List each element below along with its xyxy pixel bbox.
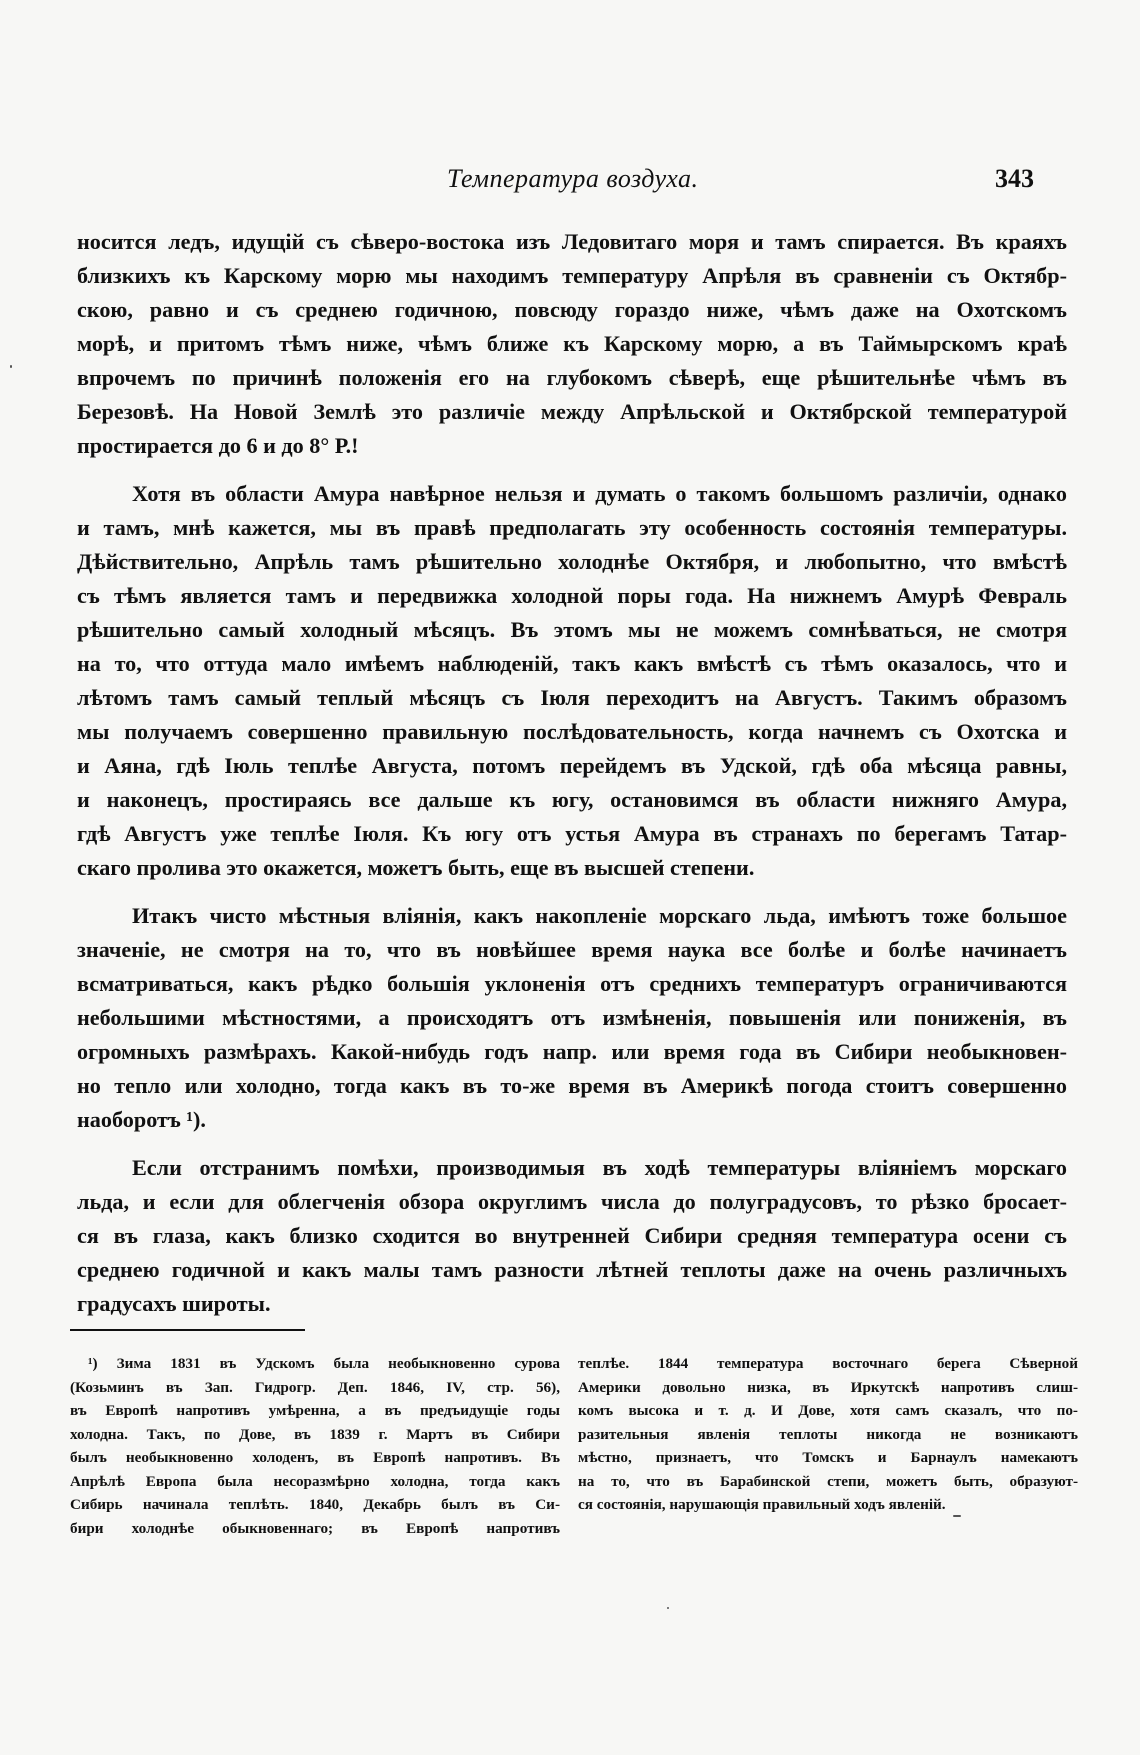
text-line: Хотя въ области Амура навѣрное нельзя и думать о такомъ большомъ различіи, однако bbox=[132, 481, 1067, 506]
footnote-line: Америки довольно низка, въ Иркутскѣ напротивъ слиш- bbox=[578, 1378, 1078, 1396]
text-line: Если отстранимъ помѣхи, производимыя въ ходѣ температуры вліяніемъ морскаго bbox=[132, 1155, 1067, 1180]
footnote-line: былъ необыкновенно холоденъ, въ Европѣ напротивъ. Въ bbox=[70, 1449, 560, 1466]
text-line: огромныхъ размѣрахъ. Какой-нибудь годъ напр. или время года въ Сибири необыкновен- bbox=[77, 1039, 1067, 1064]
text-line: всматриваться, какъ рѣдко большія уклоненія отъ среднихъ температуръ ограничиваются bbox=[77, 971, 1067, 996]
text-line: носится ледъ, идущій съ сѣверо-востока изъ Ледовитаго моря и тамъ спирается. Въ краяхъ bbox=[77, 229, 1067, 254]
text-line: морѣ, и притомъ тѣмъ ниже, чѣмъ ближе къ Карскому морю, а въ Таймырскомъ краѣ bbox=[77, 331, 1067, 356]
text-line: градусахъ широты. bbox=[77, 1291, 271, 1316]
text-line: но тепло или холодно, тогда какъ въ то-же время въ Америкѣ погода стоитъ совершенно bbox=[77, 1073, 1067, 1098]
scan-speck bbox=[953, 1515, 961, 1517]
footnote-line: холодна. Такъ, по Дове, въ 1839 г. Мартъ въ Сибири bbox=[70, 1425, 560, 1443]
paragraph-1 bbox=[77, 225, 1067, 463]
text-line: близкихъ къ Карскому морю мы находимъ температуру Апрѣля въ сравненіи съ Октябр- bbox=[77, 263, 1067, 288]
scan-speck bbox=[667, 1607, 669, 1609]
footnote-line: комъ высока и т. д. И Дове, хотя самъ сказалъ, что по- bbox=[578, 1402, 1078, 1419]
text-line: ся въ глаза, какъ близко сходится во внутренней Сибири средняя температура осени съ bbox=[77, 1223, 1067, 1248]
text-line: Итакъ чисто мѣстныя вліянія, какъ накопленіе морскаго льда, имѣютъ тоже большое bbox=[132, 903, 1067, 928]
text-line: Березовѣ. На Новой Землѣ это различіе между Апрѣльской и Октябрской температурой bbox=[77, 399, 1067, 424]
footnote-line: разительныя явленія теплоты никогда не возникаютъ bbox=[578, 1425, 1078, 1443]
footnote-line: теплѣе. 1844 температура восточнаго берега Сѣверной bbox=[578, 1355, 1078, 1372]
text-line: гдѣ Августъ уже теплѣе Іюля. Къ югу отъ устья Амура въ странахъ по берегамъ Татар- bbox=[77, 821, 1067, 846]
text-line: Дѣйствительно, Апрѣль тамъ рѣшительно холоднѣе Октября, и любопытно, что вмѣстѣ bbox=[77, 549, 1067, 574]
footnote-column-right bbox=[578, 1352, 1078, 1517]
running-title: Температура воздуха. bbox=[447, 164, 699, 193]
scan-speck bbox=[10, 365, 12, 368]
footnote-column-left bbox=[70, 1352, 560, 1540]
text-line: лѣтомъ тамъ самый теплый мѣсяцъ съ Іюля переходитъ на Августъ. Такимъ образомъ bbox=[77, 685, 1067, 710]
text-line: скаго пролива это окажется, можетъ быть, еще въ высшей степени. bbox=[77, 855, 755, 880]
text-line: и наконецъ, простираясь все дальше къ югу, остановимся въ области нижняго Амура, bbox=[77, 787, 1067, 812]
text-line: и Аяна, гдѣ Іюль теплѣе Августа, потомъ перейдемъ въ Удской, гдѣ оба мѣсяца равны, bbox=[77, 753, 1067, 778]
paragraph-2 bbox=[77, 477, 1067, 885]
text-line: небольшими мѣстностями, а происходятъ отъ измѣненія, повышенія или пониженія, въ bbox=[77, 1005, 1067, 1030]
footnote-line: бири холоднѣе обыкновеннаго; въ Европѣ напротивъ bbox=[70, 1519, 560, 1537]
footnote-line: на то, что въ Барабинской степи, можетъ быть, образуют- bbox=[578, 1472, 1078, 1490]
footnote-line: Сибирь начинала теплѣть. 1840, Декабрь былъ въ Си- bbox=[70, 1496, 560, 1513]
text-line: мы получаемъ совершенно правильную послѣдовательность, когда начнемъ съ Охотска и bbox=[77, 719, 1067, 744]
footnote-line: (Козьминъ въ Зап. Гидрогр. Деп. 1846, IV, стр. 56), bbox=[70, 1378, 560, 1396]
page-number: 343 bbox=[995, 164, 1034, 193]
footnote-line: Апрѣлѣ Европа была несоразмѣрно холодна, тогда какъ bbox=[70, 1472, 560, 1490]
text-line: съ тѣмъ является тамъ и передвижка холодной поры года. На нижнемъ Амурѣ Февраль bbox=[77, 583, 1067, 608]
footnote-line: ¹) Зима 1831 въ Удскомъ была необыкновенно сурова bbox=[88, 1355, 560, 1372]
body-text bbox=[77, 225, 1067, 1321]
text-line: на то, что оттуда мало имѣемъ наблюденій, такъ какъ вмѣстѣ съ тѣмъ оказалось, что и bbox=[77, 651, 1067, 676]
footnote-line: ся состоянія, нарушающія правильный ходъ явленій. bbox=[578, 1496, 946, 1513]
footnote-line: въ Европѣ напротивъ умѣренна, а въ предъидущіе годы bbox=[70, 1402, 560, 1419]
text-line: скою, равно и съ среднею годичною, повсюду гораздо ниже, чѣмъ даже на Охотскомъ bbox=[77, 297, 1067, 322]
text-line: впрочемъ по причинѣ положенія его на глубокомъ сѣверѣ, еще рѣшительнѣе чѣмъ въ bbox=[77, 365, 1067, 390]
text-line: льда, и если для облегченія обзора округлимъ числа до полуградусовъ, то рѣзко бросает- bbox=[77, 1189, 1067, 1214]
text-line: среднею годичной и какъ малы тамъ разности лѣтней теплоты даже на очень различныхъ bbox=[77, 1257, 1067, 1282]
text-line: простирается до 6 и до 8° Р.! bbox=[77, 433, 359, 458]
text-line: значеніе, не смотря на то, что въ новѣйшее время наука все болѣе и болѣе начинаетъ bbox=[77, 937, 1067, 962]
text-line: наоборотъ ¹). bbox=[77, 1107, 206, 1132]
footnote-rule bbox=[70, 1329, 305, 1331]
page-header bbox=[0, 164, 1140, 204]
text-line: рѣшительно самый холодный мѣсяцъ. Въ этомъ мы не можемъ сомнѣваться, не смотря bbox=[77, 617, 1067, 642]
footnote-line: мѣстно, признаетъ, что Томскъ и Барнаулъ намекаютъ bbox=[578, 1449, 1078, 1466]
paragraph-3 bbox=[77, 899, 1067, 1137]
text-line: и тамъ, мнѣ кажется, мы въ правѣ предполагать эту особенность состоянія температуры. bbox=[77, 515, 1067, 540]
paragraph-4 bbox=[77, 1151, 1067, 1321]
